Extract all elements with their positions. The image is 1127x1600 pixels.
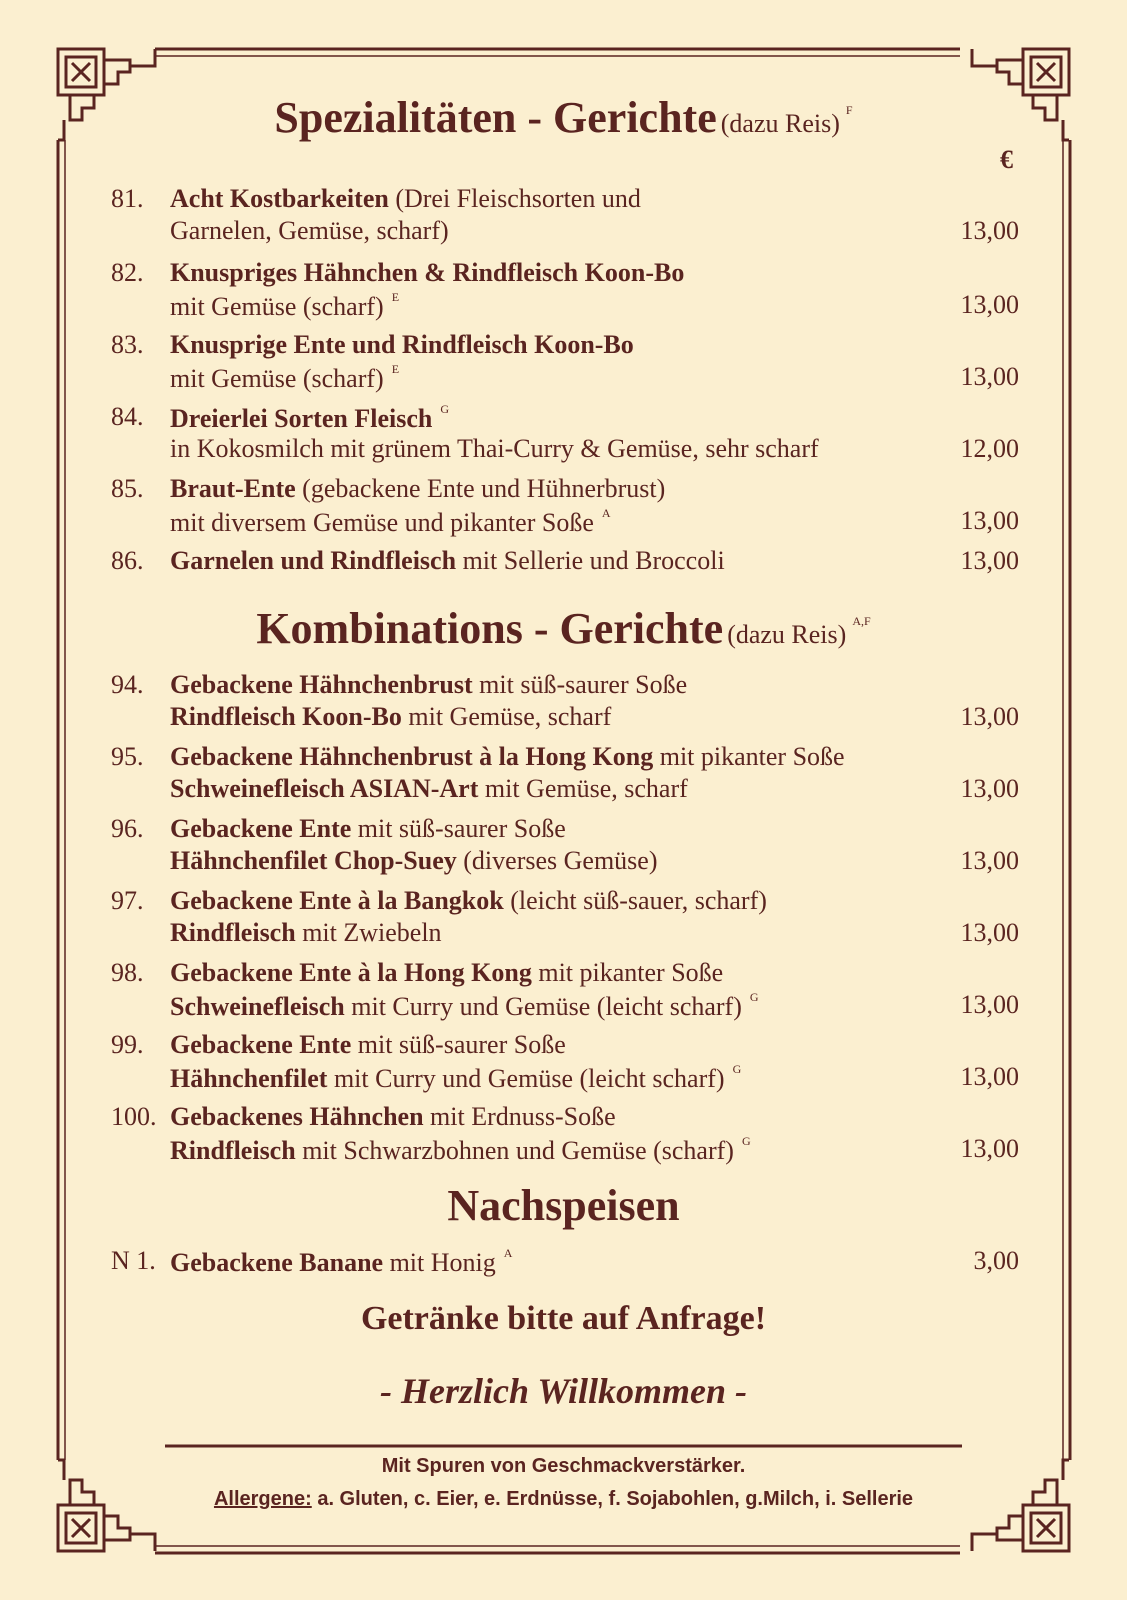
dish-name: Gebackene Ente à la Bangkok [170, 886, 504, 915]
dish-desc: in Kokosmilch mit grünem Thai-Curry & Gemüse, sehr scharf [170, 434, 819, 463]
dish-desc: mit Zwiebeln [295, 918, 442, 947]
item-line2 [170, 290, 399, 322]
item-line2 [170, 846, 657, 876]
item-line1 [170, 886, 767, 916]
dish-name: Hähnchenfilet [170, 1064, 328, 1093]
dish-name: Gebackene Hähnchenbrust à la Hong Kong [170, 742, 654, 771]
allergen-mark: A [503, 1246, 513, 1260]
item-line1 [170, 670, 687, 700]
dish-name: Knusprige Ente und Rindfleisch Koon-Bo [170, 330, 634, 359]
item-number: 100. [111, 1102, 157, 1131]
dish-desc: (Drei Fleischsorten und [388, 184, 641, 213]
item-line2 [170, 434, 819, 464]
title-text: Nachspeisen [447, 1181, 680, 1230]
allergen-mark: G [732, 1062, 742, 1076]
item-line1 [170, 258, 684, 288]
item-price: 13,00 [960, 216, 1019, 245]
dish-desc: mit Erdnuss-Soße [423, 1102, 616, 1131]
dish-desc: mit süß-saurer Soße [351, 814, 566, 843]
item-number: 84. [111, 402, 144, 431]
dish-name: Gebackene Ente [170, 814, 352, 843]
dish-desc: mit pikanter Soße [531, 958, 724, 987]
allergen-mark: G [440, 402, 449, 416]
item-line2 [170, 362, 399, 394]
allergen-mark: E [391, 362, 400, 376]
item-number: 86. [111, 546, 144, 575]
allergen-list: a. Gluten, c. Eier, e. Erdnüsse, f. Sojabohlen, g.Milch, i. Sellerie [311, 1488, 914, 1510]
item-line1 [170, 330, 634, 360]
item-number: 85. [111, 474, 144, 503]
dish-desc: mit Gemüse, scharf [478, 774, 688, 803]
item-line2 [170, 774, 688, 804]
dish-name: Schweinefleisch ASIAN-Art [170, 774, 479, 803]
dish-desc: mit süß-saurer Soße [472, 670, 688, 699]
item-number: 95. [111, 742, 144, 771]
dish-name: Schweinefleisch [170, 992, 345, 1021]
dish-desc: mit Curry und Gemüse (leicht scharf) [327, 1064, 725, 1093]
msg-note: Mit Spuren von Geschmackverstärker. [381, 1455, 746, 1477]
item-price: 13,00 [960, 1134, 1019, 1163]
rice-note: (dazu Reis) [727, 620, 847, 649]
item-number: 97. [111, 886, 144, 915]
item-line1 [170, 184, 641, 214]
dish-name: Gebackene Ente à la Hong Kong [170, 958, 532, 987]
item-number: 98. [111, 958, 144, 987]
dish-desc: mit süß-saurer Soße [351, 1030, 566, 1059]
item-line1 [170, 1030, 566, 1060]
dish-desc: mit pikanter Soße [653, 742, 845, 771]
dish-name: Garnelen und Rindfleisch [170, 546, 457, 575]
section-title-specialties [0, 92, 1127, 143]
allergen-mark: G [749, 990, 759, 1004]
dish-desc: mit Sellerie und Broccoli [456, 546, 725, 575]
dish-desc: mit Gemüse, scharf [401, 702, 612, 731]
item-price: 3,00 [973, 1246, 1019, 1275]
dish-desc: mit Curry und Gemüse (leicht scharf) [344, 992, 742, 1021]
item-price: 13,00 [960, 506, 1019, 535]
dish-desc: (gebackene Ente und Hühnerbrust) [295, 474, 666, 503]
item-number: N 1. [111, 1246, 156, 1275]
allergen-label: Allergene: [213, 1488, 312, 1510]
item-price: 13,00 [960, 1062, 1019, 1091]
dish-desc: mit diversem Gemüse und pikanter Soße [170, 508, 594, 537]
item-price: 13,00 [960, 290, 1019, 319]
item-line1 [170, 1102, 616, 1132]
item-price: 13,00 [960, 846, 1019, 875]
item-number: 83. [111, 330, 144, 359]
item-number: 99. [111, 1030, 144, 1059]
item-line2 [170, 918, 442, 948]
allergen-mark: E [391, 290, 400, 304]
item-price: 13,00 [960, 546, 1019, 575]
item-line1 [170, 402, 449, 434]
dish-desc: mit Gemüse (scharf) [170, 292, 384, 321]
dish-name: Rindfleisch [170, 1136, 296, 1165]
drinks-note: Getränke bitte auf Anfrage! [360, 1300, 767, 1337]
item-line1 [170, 814, 566, 844]
dish-desc: mit Schwarzbohnen und Gemüse (scharf) [295, 1136, 734, 1165]
section-title-combinations [0, 603, 1127, 654]
item-number: 94. [111, 670, 144, 699]
dish-desc: Garnelen, Gemüse, scharf) [170, 216, 449, 245]
dish-name: Dreierlei Sorten Fleisch [170, 404, 433, 433]
item-price: 12,00 [960, 434, 1019, 463]
item-price: 13,00 [960, 918, 1019, 947]
item-line2 [170, 1134, 751, 1166]
section-title-desserts [0, 1180, 1127, 1231]
dish-name: Rindfleisch [170, 918, 296, 947]
allergen-mark: A,F [852, 614, 871, 628]
item-price: 13,00 [960, 774, 1019, 803]
dish-name: Gebackene Ente [170, 1030, 352, 1059]
item-price: 13,00 [960, 702, 1019, 731]
currency-symbol: € [1000, 145, 1013, 174]
dish-desc: mit Gemüse (scharf) [170, 364, 384, 393]
item-price: 13,00 [960, 990, 1019, 1019]
item-line1 [170, 742, 845, 772]
item-line2 [170, 702, 611, 732]
allergen-legend [0, 1488, 1127, 1511]
dish-name: Braut-Ente [170, 474, 296, 503]
item-price: 13,00 [960, 362, 1019, 391]
dish-name: Hähnchenfilet Chop-Suey [170, 846, 457, 875]
dish-name: Gebackene Banane [170, 1248, 384, 1277]
item-number: 82. [111, 258, 144, 287]
allergen-mark: G [741, 1134, 751, 1148]
title-text: Spezialitäten - Gerichte [274, 93, 717, 142]
item-line2 [170, 1062, 741, 1094]
item-line1 [170, 474, 665, 504]
allergen-mark: F [845, 103, 853, 117]
dish-name: Rindfleisch Koon-Bo [170, 702, 402, 731]
allergen-mark: A [601, 506, 611, 520]
welcome-text: - Herzlich Willkommen - [379, 1371, 747, 1411]
item-line2 [170, 506, 611, 538]
item-number: 96. [111, 814, 144, 843]
item-line1 [170, 1246, 512, 1278]
rice-note: (dazu Reis) [720, 109, 840, 138]
item-number: 81. [111, 184, 144, 213]
title-text: Kombinations - Gerichte [256, 604, 724, 653]
dish-desc: (leicht süß-sauer, scharf) [503, 886, 767, 915]
dish-name: Gebackene Hähnchenbrust [170, 670, 473, 699]
item-line2 [170, 990, 759, 1022]
dish-name: Gebackenes Hähnchen [170, 1102, 424, 1131]
item-line2 [170, 216, 449, 246]
dish-name: Acht Kostbarkeiten [170, 184, 389, 213]
item-line1 [170, 958, 723, 988]
item-line1 [170, 546, 725, 576]
dish-desc: mit Honig [383, 1248, 496, 1277]
dish-name: Knuspriges Hähnchen & Rindfleisch Koon-Bo [170, 258, 685, 287]
dish-desc: (diverses Gemüse) [456, 846, 658, 875]
